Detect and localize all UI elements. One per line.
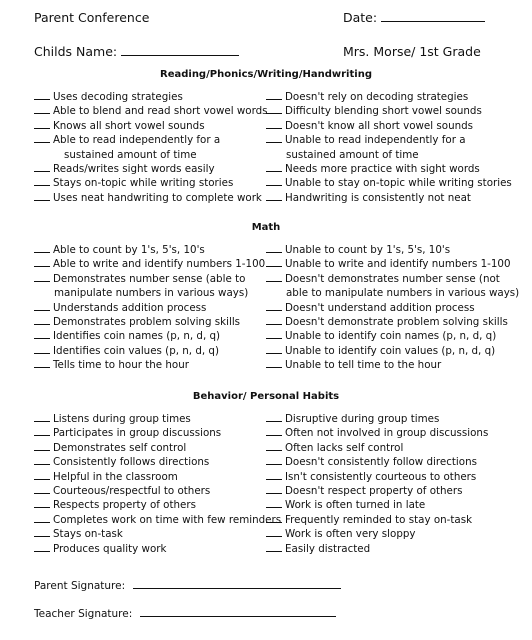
- item-label: sustained amount of time: [286, 148, 419, 161]
- check-blank[interactable]: [34, 90, 50, 100]
- math-left-item[interactable]: [34, 315, 240, 329]
- reading-right-item[interactable]: [266, 104, 482, 118]
- date-line[interactable]: [381, 10, 485, 22]
- section-title-reading: Reading/Phonics/Writing/Handwriting: [160, 69, 372, 80]
- check-blank[interactable]: [34, 301, 50, 311]
- check-blank[interactable]: [266, 484, 282, 494]
- check-blank[interactable]: [34, 455, 50, 465]
- reading-right-item[interactable]: [266, 90, 468, 104]
- item-label: Completes work on time with few reminders: [53, 513, 282, 526]
- item-label: manipulate numbers in various ways): [54, 287, 249, 300]
- reading-left-item[interactable]: [34, 119, 205, 133]
- item-label: Doesn't demonstrates number sense (not: [285, 272, 500, 285]
- parent-signature-line[interactable]: [133, 578, 341, 589]
- item-label: Able to write and identify numbers 1-100: [53, 258, 266, 271]
- item-label: Needs more practice with sight words: [285, 163, 480, 175]
- behavior-right-item[interactable]: [266, 484, 463, 498]
- math-left-item[interactable]: [34, 257, 265, 271]
- child-name-label: Childs Name:: [34, 44, 118, 59]
- math-right-item[interactable]: [266, 301, 475, 315]
- math-left-item[interactable]: [34, 301, 206, 315]
- check-blank[interactable]: [34, 484, 50, 494]
- check-blank[interactable]: [266, 412, 282, 422]
- check-blank[interactable]: [266, 257, 282, 267]
- item-label: Produces quality work: [53, 542, 167, 555]
- check-blank[interactable]: [266, 513, 282, 523]
- reading-left-item[interactable]: [34, 133, 220, 147]
- parent-signature-label: Parent Signature:: [34, 580, 126, 592]
- behavior-left-item[interactable]: [34, 441, 186, 455]
- item-label: Identifies coin values (p, n, d, q): [53, 344, 219, 357]
- behavior-left-item[interactable]: [34, 527, 123, 541]
- teacher-signature-field[interactable]: [34, 606, 336, 620]
- math-left-item[interactable]: [34, 358, 189, 372]
- math-left-item[interactable]: [34, 344, 219, 358]
- math-right-item[interactable]: [266, 344, 495, 358]
- reading-left-item[interactable]: [34, 191, 262, 205]
- section-title-behavior: Behavior/ Personal Habits: [192, 391, 340, 402]
- item-label: Easily distracted: [285, 542, 371, 555]
- item-label: Frequently reminded to stay on-task: [285, 513, 473, 526]
- form-title: Parent Conference: [34, 10, 150, 25]
- item-label: Unable to tell time to the hour: [285, 359, 442, 372]
- item-label: Doesn't respect property of others: [285, 485, 463, 497]
- reading-left-item: [34, 148, 197, 162]
- check-blank[interactable]: [34, 441, 50, 451]
- item-label: Able to read independently for a: [53, 134, 221, 147]
- item-label: Stays on-topic while writing stories: [53, 177, 234, 190]
- item-label: Unable to identify coin names (p, n, d, q): [285, 330, 497, 343]
- behavior-right-item[interactable]: [266, 470, 476, 484]
- item-label: Respects property of others: [53, 499, 196, 512]
- behavior-left-item[interactable]: [34, 412, 191, 426]
- behavior-right-item[interactable]: [266, 498, 425, 512]
- item-label: Able to count by 1's, 5's, 10's: [53, 244, 205, 256]
- reading-left-item[interactable]: [34, 90, 183, 104]
- math-left-item: [34, 286, 248, 300]
- behavior-right-item[interactable]: [266, 455, 477, 469]
- check-blank[interactable]: [266, 426, 282, 436]
- check-blank[interactable]: [34, 412, 50, 422]
- item-label: Listens during group times: [53, 413, 191, 425]
- check-blank[interactable]: [34, 272, 50, 282]
- check-blank[interactable]: [266, 119, 282, 129]
- reading-right-item[interactable]: [266, 119, 473, 133]
- item-label: Demonstrates self control: [53, 441, 187, 454]
- math-right-item[interactable]: [266, 257, 511, 271]
- check-blank[interactable]: [34, 329, 50, 339]
- math-right-item: [266, 286, 519, 300]
- check-blank[interactable]: [266, 498, 282, 508]
- item-label: Handwriting is consistently not neat: [285, 191, 471, 204]
- item-label: Isn't consistently courteous to others: [285, 470, 477, 483]
- behavior-left-item[interactable]: [34, 426, 221, 440]
- item-label: Doesn't understand addition process: [285, 301, 475, 314]
- item-label: Unable to read independently for a: [285, 134, 466, 147]
- item-label: Work is often very sloppy: [285, 528, 416, 541]
- check-blank[interactable]: [34, 542, 50, 552]
- item-label: Difficulty blending short vowel sounds: [285, 105, 482, 118]
- child-name-line[interactable]: [121, 44, 239, 56]
- check-blank[interactable]: [266, 301, 282, 311]
- item-label: Often not involved in group discussions: [285, 427, 489, 440]
- check-blank[interactable]: [266, 527, 282, 537]
- check-blank[interactable]: [266, 542, 282, 552]
- item-label: Doesn't demonstrate problem solving skills: [285, 316, 508, 328]
- behavior-left-item[interactable]: [34, 498, 196, 512]
- item-label: Reads/writes sight words easily: [53, 163, 215, 175]
- parent-signature-field[interactable]: [34, 578, 341, 592]
- check-blank[interactable]: [34, 191, 50, 201]
- behavior-right-item[interactable]: [266, 542, 370, 556]
- item-label: Able to blend and read short vowel words: [53, 105, 268, 118]
- check-blank[interactable]: [34, 470, 50, 480]
- item-label: sustained amount of time: [64, 148, 197, 161]
- teacher-signature-label: Teacher Signature:: [34, 608, 133, 620]
- item-label: Courteous/respectful to others: [53, 485, 211, 497]
- math-right-item[interactable]: [266, 358, 441, 372]
- check-blank[interactable]: [266, 176, 282, 186]
- behavior-left-item[interactable]: [34, 470, 178, 484]
- check-blank[interactable]: [34, 358, 50, 368]
- item-label: Disruptive during group times: [285, 413, 440, 425]
- item-label: Demonstrates number sense (able to: [53, 272, 246, 285]
- item-label: Doesn't know all short vowel sounds: [285, 119, 474, 132]
- check-blank[interactable]: [266, 133, 282, 143]
- teacher-signature-line[interactable]: [140, 606, 336, 617]
- item-label: Uses decoding strategies: [53, 91, 183, 103]
- reading-left-item[interactable]: [34, 176, 233, 190]
- behavior-right-item[interactable]: [266, 426, 488, 440]
- reading-right-item[interactable]: [266, 162, 480, 176]
- item-label: Helpful in the classroom: [53, 470, 178, 483]
- behavior-left-item[interactable]: [34, 513, 281, 527]
- item-label: Work is often turned in late: [285, 499, 426, 512]
- item-label: Participates in group discussions: [53, 427, 222, 440]
- reading-right-item: [266, 148, 419, 162]
- behavior-left-item[interactable]: [34, 542, 166, 556]
- behavior-left-item[interactable]: [34, 484, 210, 498]
- check-blank[interactable]: [34, 344, 50, 354]
- check-blank[interactable]: [266, 441, 282, 451]
- reading-right-item[interactable]: [266, 133, 466, 147]
- check-blank[interactable]: [34, 498, 50, 508]
- item-label: Unable to write and identify numbers 1-100: [285, 258, 511, 271]
- item-label: Unable to count by 1's, 5's, 10's: [285, 244, 451, 256]
- check-blank[interactable]: [34, 513, 50, 523]
- math-left-item[interactable]: [34, 272, 245, 286]
- check-blank[interactable]: [266, 315, 282, 325]
- check-blank[interactable]: [34, 527, 50, 537]
- behavior-right-item[interactable]: [266, 513, 472, 527]
- child-name-field[interactable]: [34, 44, 239, 59]
- math-right-item[interactable]: [266, 272, 500, 286]
- date-label: Date:: [343, 10, 378, 25]
- check-blank[interactable]: [34, 104, 50, 114]
- reading-right-item[interactable]: [266, 176, 512, 190]
- item-label: able to manipulate numbers in various ways): [286, 287, 520, 300]
- behavior-right-item[interactable]: [266, 527, 415, 541]
- item-label: Consistently follows directions: [53, 456, 210, 469]
- reading-left-item[interactable]: [34, 162, 215, 176]
- item-label: Unable to identify coin values (p, n, d, q): [285, 344, 496, 357]
- check-blank[interactable]: [34, 243, 50, 253]
- check-blank[interactable]: [266, 272, 282, 282]
- item-label: Unable to stay on-topic while writing stories: [285, 177, 512, 190]
- item-label: Demonstrates problem solving skills: [53, 316, 241, 328]
- math-right-item[interactable]: [266, 329, 496, 343]
- check-blank[interactable]: [266, 243, 282, 253]
- date-field[interactable]: [343, 10, 485, 25]
- check-blank[interactable]: [266, 191, 282, 201]
- item-label: Tells time to hour the hour: [53, 359, 189, 372]
- check-blank[interactable]: [34, 426, 50, 436]
- item-label: Doesn't consistently follow directions: [285, 456, 477, 469]
- check-blank[interactable]: [266, 455, 282, 465]
- item-label: Stays on-task: [53, 528, 123, 541]
- reading-left-item[interactable]: [34, 104, 268, 118]
- math-right-item[interactable]: [266, 243, 450, 257]
- item-label: Knows all short vowel sounds: [53, 119, 205, 132]
- check-blank[interactable]: [34, 162, 50, 172]
- behavior-right-item[interactable]: [266, 441, 403, 455]
- math-left-item[interactable]: [34, 329, 220, 343]
- behavior-right-item[interactable]: [266, 412, 439, 426]
- check-blank[interactable]: [34, 257, 50, 267]
- check-blank[interactable]: [34, 133, 50, 143]
- check-blank[interactable]: [266, 358, 282, 368]
- teacher-grade: Mrs. Morse/ 1st Grade: [343, 44, 481, 59]
- check-blank[interactable]: [266, 90, 282, 100]
- item-label: Understands addition process: [53, 301, 207, 314]
- check-blank[interactable]: [266, 470, 282, 480]
- item-label: Often lacks self control: [285, 441, 404, 454]
- item-label: Identifies coin names (p, n, d, q): [53, 330, 221, 343]
- math-left-item[interactable]: [34, 243, 205, 257]
- section-title-math: Math: [251, 222, 281, 233]
- check-blank[interactable]: [34, 176, 50, 186]
- math-right-item[interactable]: [266, 315, 508, 329]
- item-label: Uses neat handwriting to complete work: [53, 191, 262, 204]
- check-blank[interactable]: [266, 162, 282, 172]
- check-blank[interactable]: [266, 344, 282, 354]
- check-blank[interactable]: [266, 329, 282, 339]
- reading-right-item[interactable]: [266, 191, 471, 205]
- check-blank[interactable]: [266, 104, 282, 114]
- behavior-left-item[interactable]: [34, 455, 209, 469]
- check-blank[interactable]: [34, 119, 50, 129]
- check-blank[interactable]: [34, 315, 50, 325]
- item-label: Doesn't rely on decoding strategies: [285, 91, 469, 103]
